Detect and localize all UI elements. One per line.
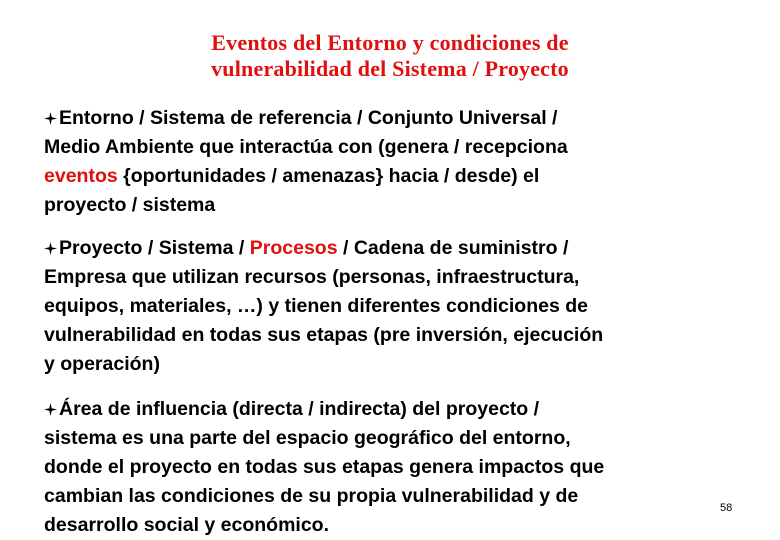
bullet-line: Empresa que utilizan recursos (personas, infraestructura, xyxy=(44,266,580,288)
diamond-bullet-icon xyxy=(44,242,57,255)
slide-title-line-2: vulnerabilidad del Sistema / Proyecto xyxy=(211,56,569,81)
highlight-eventos: eventos xyxy=(44,165,118,187)
bullet-line: proyecto / sistema xyxy=(44,194,216,216)
bullet-line: vulnerabilidad en todas sus etapas (pre inversión, ejecución xyxy=(44,324,604,346)
bullet-line xyxy=(44,162,744,191)
bullet-line xyxy=(44,395,744,424)
bullet-line: Medio Ambiente que interactúa con (genera / recepciona xyxy=(44,136,568,158)
slide-title-line-1: Eventos del Entorno y condiciones de xyxy=(211,30,569,55)
bullet-area-influencia xyxy=(44,395,744,540)
highlight-procesos: Procesos xyxy=(249,237,338,259)
bullet-text: {oportunidades / amenazas} hacia / desde) el xyxy=(117,165,540,187)
bullet-line: donde el proyecto en todas sus etapas genera impactos que xyxy=(44,456,605,478)
bullet-line: cambian las condiciones de su propia vulnerabilidad y de xyxy=(44,485,579,507)
bullet-text: Área de influencia (directa / indirecta) del proyecto / xyxy=(59,398,540,420)
bullet-line: desarrollo social y económico. xyxy=(44,514,330,536)
bullet-proyecto xyxy=(44,234,744,379)
slide-title xyxy=(0,30,780,82)
bullet-line: sistema es una parte del espacio geográfico del entorno, xyxy=(44,427,571,449)
page-number: 58 xyxy=(720,502,733,514)
bullet-line: equipos, materiales, …) y tienen diferentes condiciones de xyxy=(44,295,588,317)
bullet-line xyxy=(44,104,744,133)
bullet-text: Proyecto / Sistema / xyxy=(59,237,250,259)
bullet-text: / Cadena de suministro / xyxy=(337,237,569,259)
diamond-bullet-icon xyxy=(44,403,57,416)
diamond-bullet-icon xyxy=(44,112,57,125)
bullet-line: y operación) xyxy=(44,353,160,375)
bullet-line xyxy=(44,234,744,263)
bullet-text: Entorno / Sistema de referencia / Conjunto Universal / xyxy=(59,107,558,129)
bullet-entorno xyxy=(44,104,744,220)
